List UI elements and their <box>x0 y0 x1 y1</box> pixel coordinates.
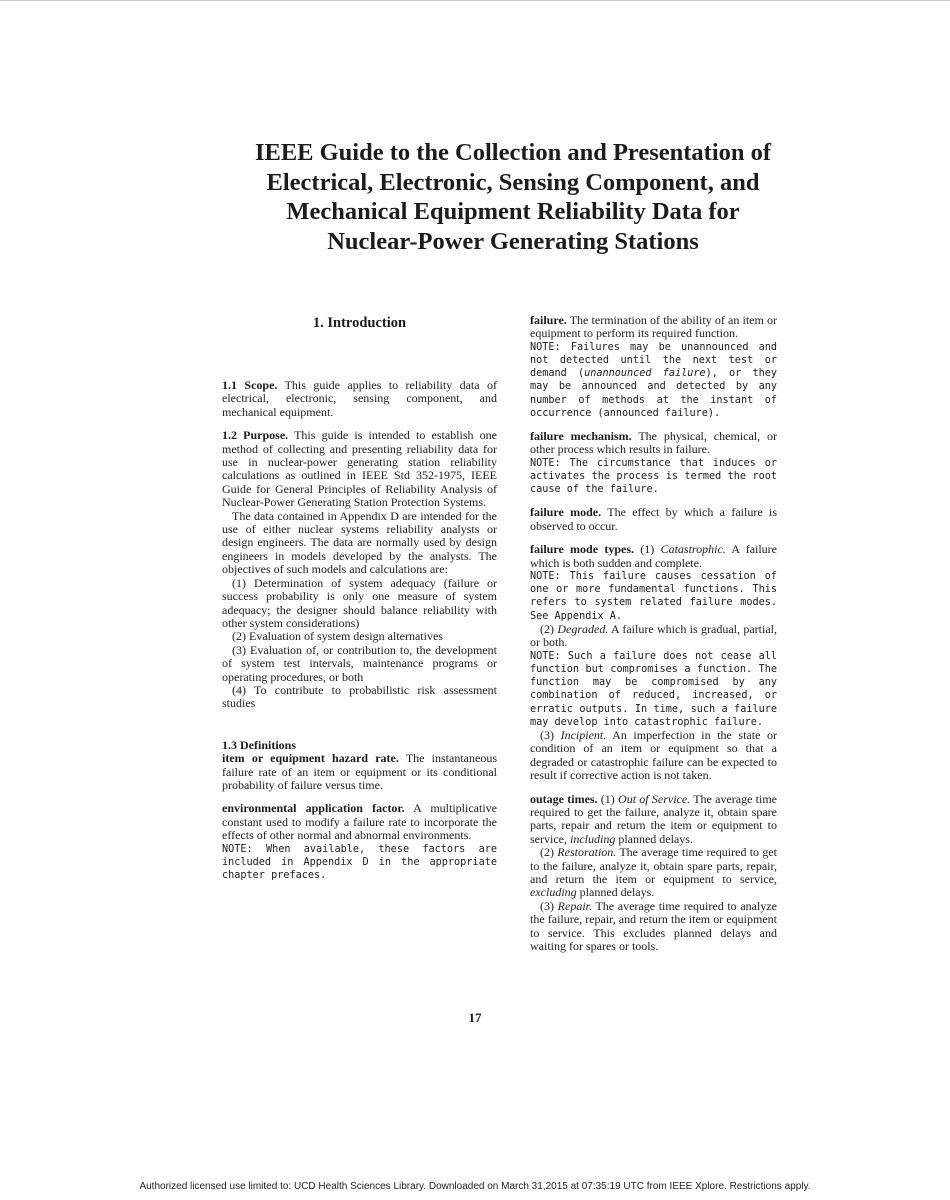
outage-restoration: (2) Restoration. The average time required to get to the failure, analyze it, obtain spare parts, repair, and return the item or equipment to service, excluding planned delays. <box>530 845 777 900</box>
definition-failure-mechanism <box>530 430 777 457</box>
definition-term: failure. <box>530 313 567 327</box>
left-column <box>222 314 497 882</box>
definition-term: item or equipment hazard rate. <box>222 751 399 766</box>
definition-failure-mode <box>530 506 777 533</box>
definition-note: NOTE: This failure causes cessation of one or more fundamental functions. This refers to system related failure modes. See Appendix A. <box>530 571 777 622</box>
definition-environmental-factor <box>222 802 497 842</box>
title-line: IEEE Guide to the Collection and Presentation of <box>254 139 772 166</box>
scope-text: This guide applies to reliability data of electrical, electronic, sensing component, and mechanical equipment. <box>222 378 497 419</box>
failure-mode-incipient: (3) Incipient. An imperfection in the state or condition of an item or equipment so that a degraded or catastrophic failure can be expected to result if corrective action is not taken. <box>530 727 777 783</box>
definition-failure-mode-types: failure mode types. (1) Catastrophic. A failure which is both sudden and complete. <box>530 542 778 570</box>
objective-item: (3) Evaluation of, or contribution to, the development of system test intervals, maintenance programs or operating procedures, or both <box>222 642 497 684</box>
definition-outage-times: outage times. (1) Out of Service. The average time required to get the failure, analyze it, obtain spare parts, repair and return the item or equipment to service, including planned delays. <box>530 791 777 846</box>
purpose-label: 1.2 Purpose. <box>222 428 289 443</box>
definition-term: outage times. <box>530 791 598 806</box>
definition-text: The physical, chemical, or other process which results in failure. <box>530 429 777 457</box>
objective-item: (1) Determination of system adequacy (failure or success probability is only one measure of system adequacy; the designer should balance reliability with other system considerations) <box>222 575 497 630</box>
definitions-heading: 1.3 Definitions <box>222 737 297 752</box>
definition-note: NOTE: When available, these factors are included in Appendix D in the appropriate chapter prefaces. <box>222 843 497 881</box>
definition-term: failure mechanism. <box>530 429 632 444</box>
failure-mode-degraded: (2) Degraded. A failure which is gradual, partial, or both. <box>530 621 777 650</box>
definition-text: A multiplicative constant used to modify a failure rate to incorporate the effects of other normal and abnormal environments. <box>222 801 497 843</box>
purpose-text: This guide is intended to establish one method of collecting and presenting reliability data for use in nuclear-power generating station reliability calculations as outlined in IEEE Std 352-1975, IEEE Guide for General Principles of Reliability Analysis of Nuclear-Power Generating Station Protection Systems. <box>222 428 497 510</box>
scope-label: 1.1 Scope. <box>222 378 278 392</box>
definition-text: The instantaneous failure rate of an item or equipment or its conditional probability of failure versus time. <box>222 751 497 792</box>
definition-term: environmental application factor. <box>222 801 405 816</box>
title-line: Electrical, Electronic, Sensing Component, and <box>266 168 760 196</box>
definition-text: The effect by which a failure is observed to occur. <box>530 505 777 533</box>
license-footer: Authorized licensed use limited to: UCD Health Sciences Library. Downloaded on March 31,2015 at 07:35:19 UTC from IEEE Xplore. Restrictions apply. <box>139 1181 811 1192</box>
definition-failure <box>530 314 777 341</box>
top-border-rule <box>0 0 950 1</box>
definition-note: NOTE: The circumstance that induces or activates the process is termed the root cause of the failure. <box>530 457 777 496</box>
section-heading-introduction: 1. Introduction <box>312 315 407 331</box>
definition-note: NOTE: Failures may be unannounced and not detected until the next test or demand (unannounced failure), or they may be announced and detected by any number of methods at the instant of occurrence (announced failure). <box>530 341 777 419</box>
definition-term: failure mode. <box>530 505 602 520</box>
outage-repair: (3) Repair. The average time required to analyze the failure, repair, and return the item or equipment to service. This excludes planned delays and waiting for spares or tools. <box>530 898 777 954</box>
objective-item: (4) To contribute to probabilistic risk assessment studies <box>222 682 497 711</box>
definition-text: The termination of the ability of an item or equipment to perform its required function. <box>530 313 777 341</box>
objective-item: (2) Evaluation of system design alternatives <box>232 629 443 644</box>
scope-paragraph <box>222 379 497 419</box>
definition-term: failure mode types. <box>530 542 634 557</box>
right-column <box>530 314 777 953</box>
document-title <box>150 138 876 256</box>
definition-hazard-rate <box>222 752 497 792</box>
title-line: Nuclear-Power Generating Stations <box>327 227 699 255</box>
purpose-paragraph-2: The data contained in Appendix D are intended for the use of either nuclear systems reliability analysts or design engineers. The data are normally used by design engineers in models developed by the analysts. The objectives of such models and calculations are: <box>222 508 497 577</box>
title-line: Mechanical Equipment Reliability Data for <box>286 198 740 225</box>
purpose-paragraph <box>222 429 497 509</box>
page-number: 17 <box>468 1010 482 1025</box>
definition-note: NOTE: Such a failure does not cease all function but compromises a function. The function may be compromised by any combination of reduced, increased, or erratic outputs. In time, such a failure may develop into catastrophic failure. <box>530 650 777 728</box>
